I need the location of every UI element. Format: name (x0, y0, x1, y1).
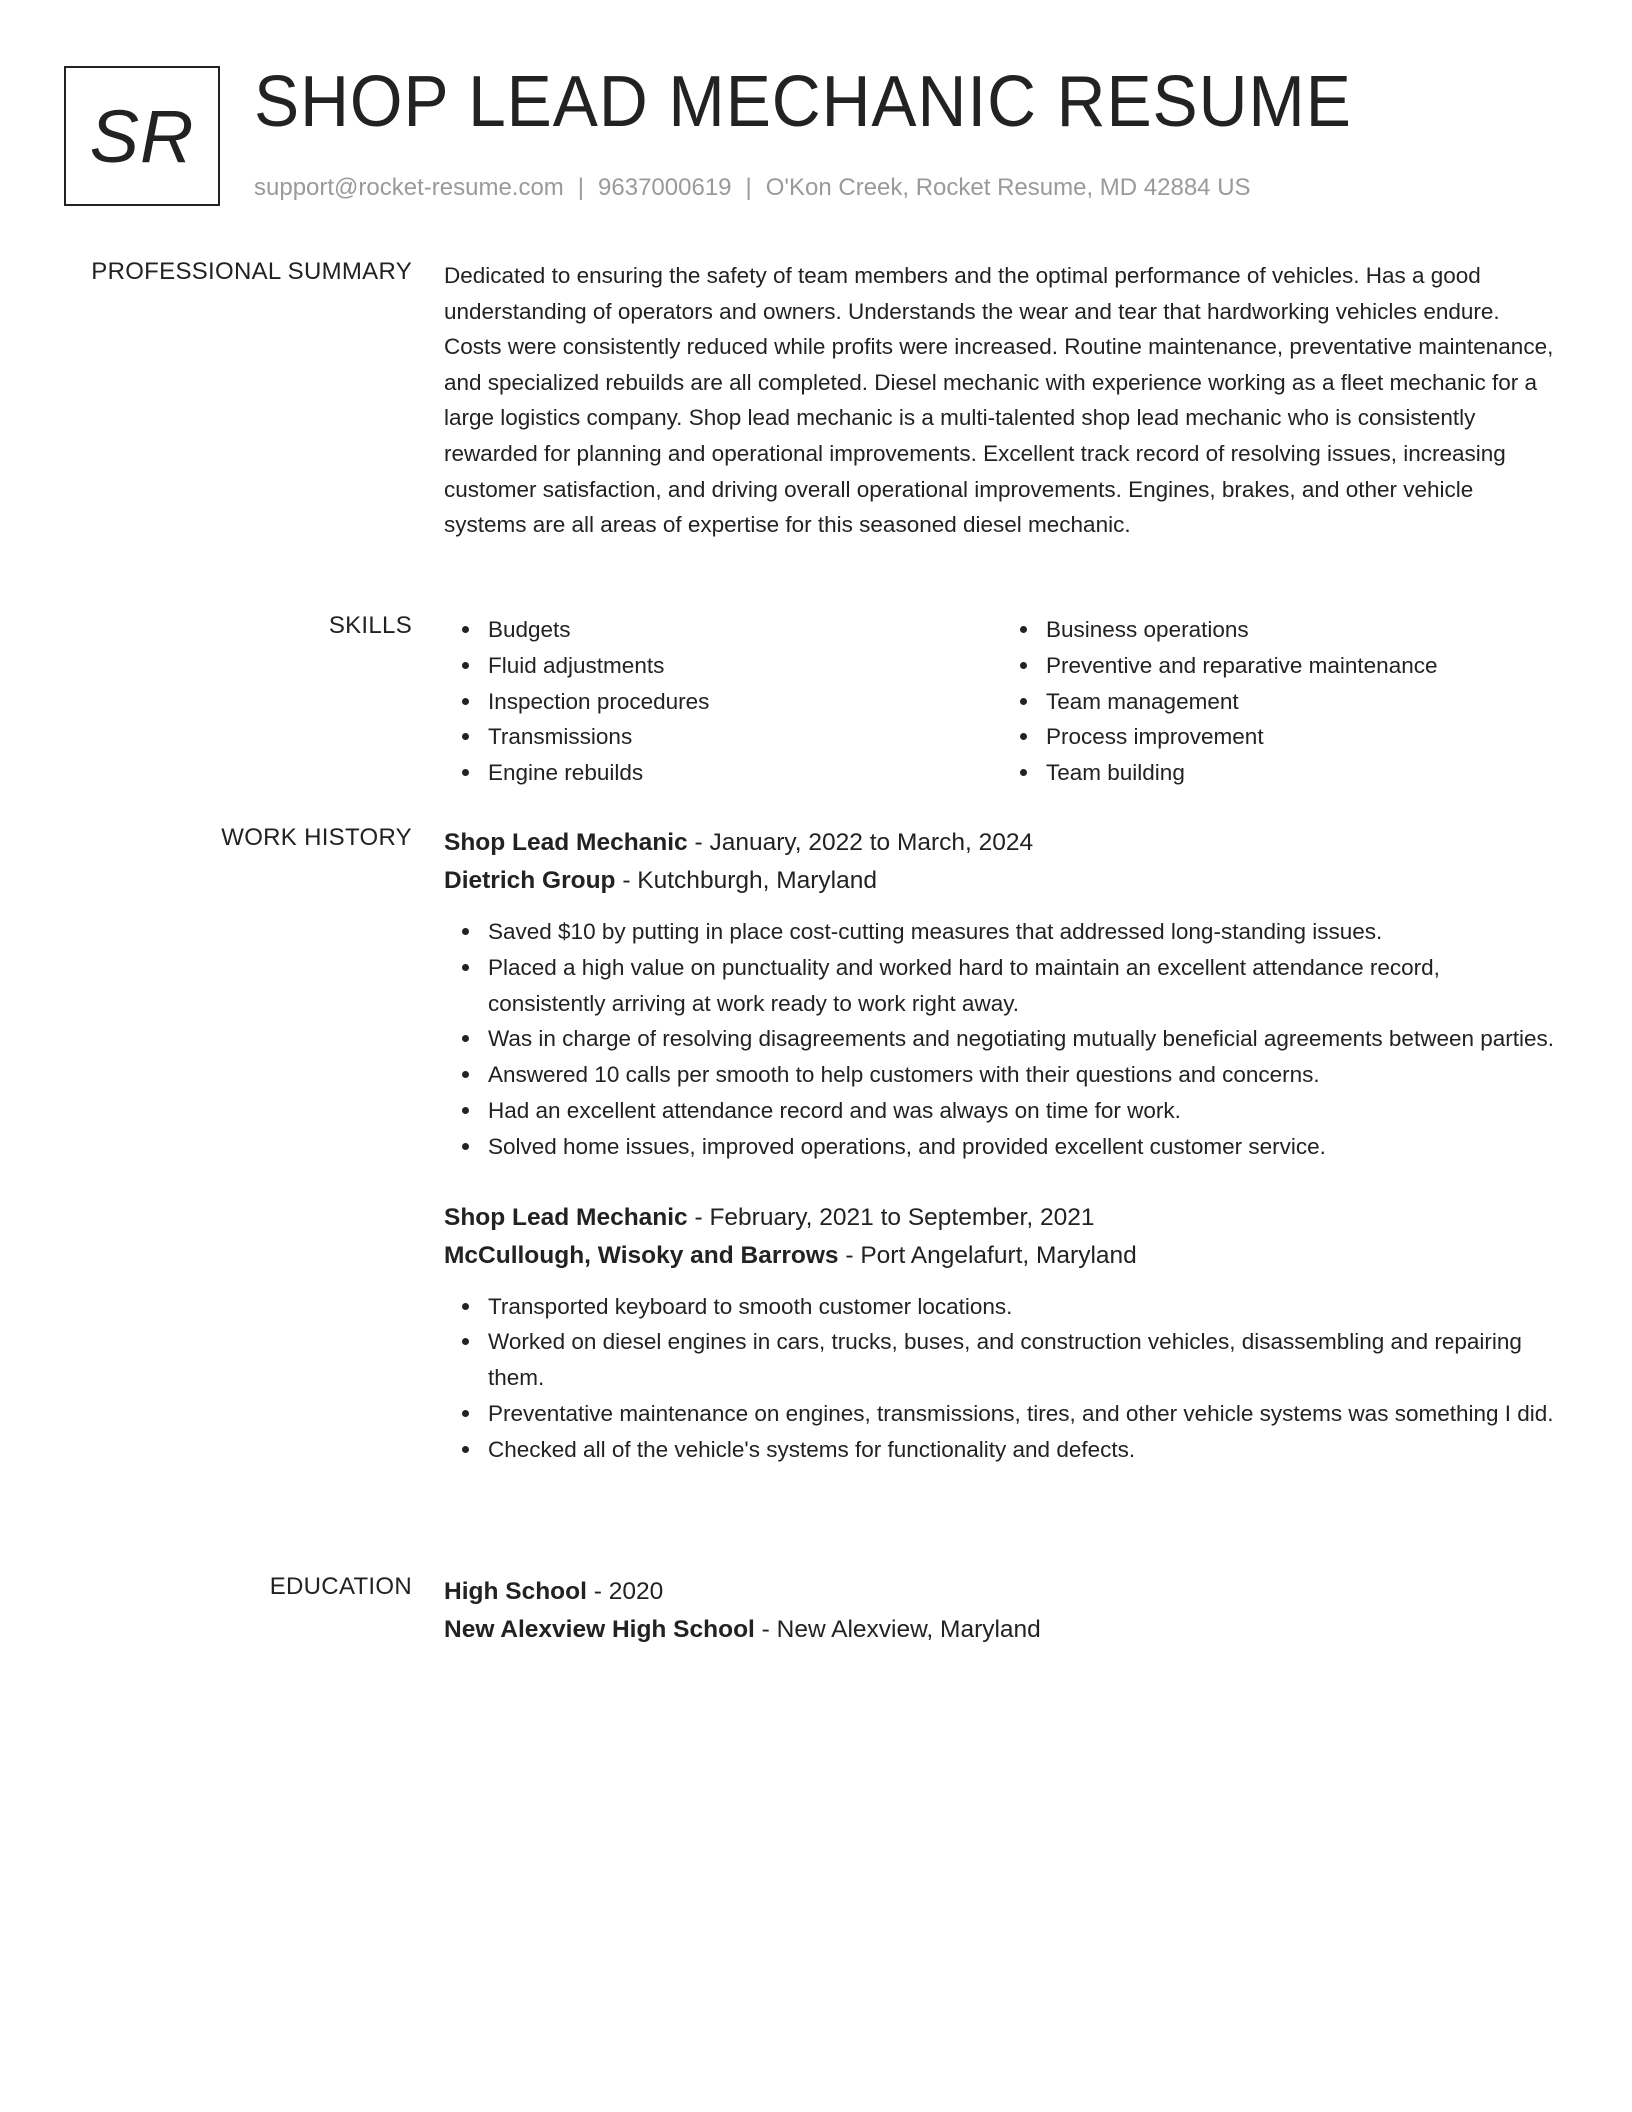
job-bullet-list (444, 1289, 1560, 1468)
bullet-icon (462, 626, 469, 633)
bullet-icon (1020, 662, 1027, 669)
job-title-line (444, 1199, 1560, 1237)
job-title: Shop Lead Mechanic (444, 829, 688, 856)
skill-item: Engine rebuilds (488, 755, 1002, 791)
job-company-line (444, 1237, 1560, 1275)
contact-line (254, 174, 1251, 202)
section-heading-education: EDUCATION (269, 1573, 412, 1600)
job-bullet: Saved $10 by putting in place cost-cutting measures that addressed long-standing issues. (488, 914, 1560, 950)
bullet-icon (1020, 698, 1027, 705)
job-bullet: Checked all of the vehicle's systems for functionality and defects. (488, 1432, 1560, 1468)
contact-email: support@rocket-resume.com (254, 174, 564, 201)
skill-item: Budgets (488, 612, 1002, 648)
job-bullet: Transported keyboard to smooth customer locations. (488, 1289, 1560, 1325)
bullet-icon (462, 1035, 469, 1042)
job-location: - Port Angelafurt, Maryland (838, 1241, 1137, 1269)
bullet-icon (462, 1107, 469, 1114)
job-dates: - January, 2022 to March, 2024 (687, 829, 1034, 856)
section-heading-skills: SKILLS (328, 612, 412, 639)
section-heading-summary: PROFESSIONAL SUMMARY (91, 258, 412, 285)
job-bullet: Was in charge of resolving disagreements and negotiating mutually beneficial agreements between parties. (488, 1021, 1560, 1057)
bullet-icon (1020, 626, 1027, 633)
bullet-icon (462, 964, 469, 971)
bullet-icon (462, 928, 469, 935)
bullet-icon (462, 769, 469, 776)
skill-item: Team building (1046, 755, 1560, 791)
job-bullet: Placed a high value on punctuality and worked hard to maintain an excellent attendance record, consistently arriving at work ready to work right away. (488, 950, 1560, 1022)
bullet-icon (462, 1446, 469, 1453)
skills-list-right (1002, 612, 1560, 791)
job-dates: - February, 2021 to September, 2021 (687, 1203, 1095, 1231)
skill-item: Process improvement (1046, 719, 1560, 755)
skill-item: Preventive and reparative maintenance (1046, 648, 1560, 684)
contact-separator: | (577, 174, 585, 201)
bullet-icon (462, 1071, 469, 1078)
job-title-line (444, 824, 1560, 862)
job-company-line (444, 862, 1560, 900)
bullet-icon (462, 1303, 469, 1310)
job-bullet: Had an excellent attendance record and was always on time for work. (488, 1093, 1560, 1129)
skill-item: Team management (1046, 684, 1560, 720)
bullet-icon (462, 733, 469, 740)
job-bullet: Worked on diesel engines in cars, trucks, buses, and construction vehicles, disassembling and repairing them. (488, 1324, 1560, 1396)
skill-item: Business operations (1046, 612, 1560, 648)
monogram-logo: SR (64, 66, 220, 206)
job-bullet: Answered 10 calls per smooth to help customers with their questions and concerns. (488, 1057, 1560, 1093)
bullet-icon (1020, 733, 1027, 740)
job-entry (444, 1199, 1560, 1468)
contact-phone: 9637000619 (598, 174, 732, 201)
job-bullet: Solved home issues, improved operations, and provided excellent customer service. (488, 1129, 1560, 1165)
bullet-icon (462, 662, 469, 669)
education-school: New Alexview High School (444, 1616, 755, 1643)
job-bullet: Preventative maintenance on engines, transmissions, tires, and other vehicle systems was something I did. (488, 1396, 1560, 1432)
bullet-icon (462, 1143, 469, 1150)
contact-address: O'Kon Creek, Rocket Resume, MD 42884 US (765, 174, 1251, 201)
job-bullet-list (444, 914, 1560, 1165)
education-year: - 2020 (586, 1578, 664, 1605)
skill-item: Transmissions (488, 719, 1002, 755)
education-location: - New Alexview, Maryland (754, 1616, 1041, 1643)
job-location: - Kutchburgh, Maryland (615, 867, 877, 894)
skill-item: Fluid adjustments (488, 648, 1002, 684)
skill-item: Inspection procedures (488, 684, 1002, 720)
contact-separator: | (745, 174, 752, 201)
bullet-icon (462, 698, 469, 705)
section-heading-work: WORK HISTORY (221, 824, 412, 851)
job-company: McCullough, Wisoky and Barrows (444, 1241, 839, 1269)
summary-text: Dedicated to ensuring the safety of team members and the optimal performance of vehicles. Has a good understanding of operators and owners. Understands the wear and tear that hardworking vehicles endure. Costs were consistently reduced while profits were increased. Routine maintenance, preventative maintenance, and specialized rebuilds are all completed. Diesel mechanic with experience working as a fleet mechanic for a large logistics company. Shop lead mechanic is a multi-talented shop lead mechanic who is consistently rewarded for planning and operational improvements. Excellent track record of resolving issues, increasing customer satisfaction, and driving overall operational improvements. Engines, brakes, and other vehicle systems are all areas of expertise for this seasoned diesel mechanic. (444, 263, 1554, 538)
job-company: Dietrich Group (444, 867, 616, 894)
resume-header (64, 62, 1568, 212)
skills-list-left (444, 612, 1002, 791)
bullet-icon (462, 1410, 469, 1417)
bullet-icon (462, 1338, 469, 1345)
education-school-line (444, 1611, 1560, 1649)
education-degree-line (444, 1573, 1560, 1611)
job-title: Shop Lead Mechanic (444, 1203, 688, 1231)
job-entry (444, 824, 1560, 1165)
bullet-icon (1020, 769, 1027, 776)
page-title: SHOP LEAD MECHANIC RESUME (254, 62, 1352, 142)
education-degree: High School (444, 1578, 587, 1605)
